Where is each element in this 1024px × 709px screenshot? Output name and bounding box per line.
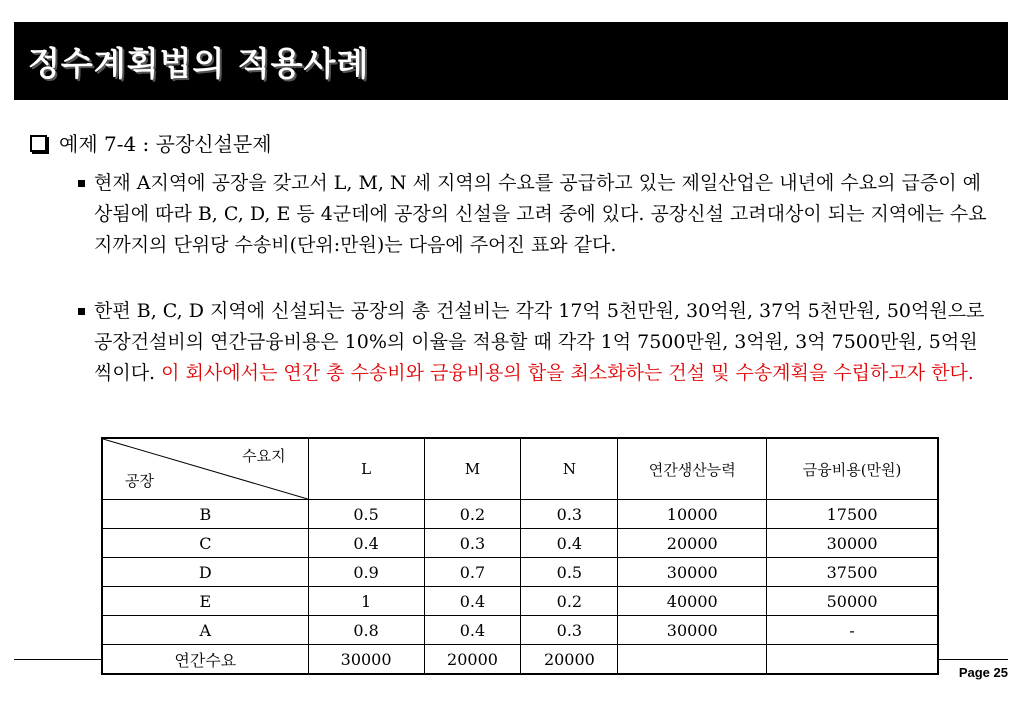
square-bullet-icon xyxy=(78,308,85,315)
header-cell: 연간생산능력 xyxy=(618,438,767,500)
table-cell: 30000 xyxy=(618,558,767,587)
table-cell: 0.2 xyxy=(521,587,618,616)
paragraph-2-text xyxy=(94,296,998,389)
paragraph-2-black-text: 한편 B, C, D 지역에 신설되는 공장의 총 건설비는 각각 17억 5천만원, 30억원, 37억 5천만원, 50억원으로 공장건설비의 연간금융비용은 10%의 이율을 적용할 때 각각 1억 7500만원, 3억원, 3억 7500만원, 5억원 씩이다. xyxy=(94,300,985,384)
paragraph-1 xyxy=(78,168,998,261)
table-cell: 20000 xyxy=(424,645,521,675)
table-row xyxy=(102,645,938,675)
square-bullet-icon xyxy=(78,180,85,187)
table-cell: 30000 xyxy=(767,529,938,558)
paragraph-1-text: 현재 A지역에 공장을 갖고서 L, M, N 세 지역의 수요를 공급하고 있는 제일산업은 내년에 수요의 급증이 예상됨에 따라 B, C, D, E 등 4군데에 공장의 신설을 고려 중에 있다. 공장신설 고려대상이 되는 지역에는 수요지까지의 단위당 수송비(단위:만원)는 다음에 주어진 표와 같다. xyxy=(94,172,987,256)
header-cell: 금융비용(만원) xyxy=(767,438,938,500)
table-row xyxy=(102,558,938,587)
table-cell: 17500 xyxy=(767,500,938,529)
table-cell: 20000 xyxy=(521,645,618,675)
table-cell: 30000 xyxy=(308,645,424,675)
table-cell: 0.4 xyxy=(424,587,521,616)
example-heading xyxy=(30,130,272,158)
table-cell: 연간수요 xyxy=(102,645,308,675)
table-row xyxy=(102,529,938,558)
table-cell: 20000 xyxy=(618,529,767,558)
table-cell: 50000 xyxy=(767,587,938,616)
table-cell: 1 xyxy=(308,587,424,616)
table-header-row xyxy=(102,438,938,500)
table-cell: 40000 xyxy=(618,587,767,616)
table-cell xyxy=(618,645,767,675)
table-cell: 0.5 xyxy=(521,558,618,587)
table-cell: 0.3 xyxy=(521,500,618,529)
table-cell: 0.4 xyxy=(521,529,618,558)
table-cell: 0.2 xyxy=(424,500,521,529)
table-cell: 10000 xyxy=(618,500,767,529)
table-cell: 0.9 xyxy=(308,558,424,587)
table-cell: 30000 xyxy=(618,616,767,645)
title-bar xyxy=(14,22,1008,100)
table-cell: - xyxy=(767,616,938,645)
table-cell: 0.5 xyxy=(308,500,424,529)
header-cell: L xyxy=(308,438,424,500)
paragraph-2-red-text: 이 회사에서는 연간 총 수송비와 금융비용의 합을 최소화하는 건설 및 수송계획을 수립하고자 한다. xyxy=(161,362,974,384)
table-cell: A xyxy=(102,616,308,645)
table-cell: 0.3 xyxy=(521,616,618,645)
table-cell: 37500 xyxy=(767,558,938,587)
table-cell: D xyxy=(102,558,308,587)
header-cell: M xyxy=(424,438,521,500)
table-cell: 0.3 xyxy=(424,529,521,558)
table-row xyxy=(102,500,938,529)
slide-title: 정수계획법의 적용사례 xyxy=(28,44,370,83)
table-cell: 0.8 xyxy=(308,616,424,645)
table-cell: 0.4 xyxy=(424,616,521,645)
example-heading-text: 예제 7-4 : 공장신설문제 xyxy=(59,132,272,156)
paragraph-2 xyxy=(78,296,998,389)
header-cell: N xyxy=(521,438,618,500)
table-corner-cell xyxy=(102,438,308,500)
page-number: Page 25 xyxy=(958,665,1008,680)
table-cell: C xyxy=(102,529,308,558)
table-cell: E xyxy=(102,587,308,616)
corner-demand-label: 수요지 xyxy=(242,447,286,465)
table-cell xyxy=(767,645,938,675)
corner-factory-label: 공장 xyxy=(125,472,154,490)
table-cell: 0.4 xyxy=(308,529,424,558)
checkbox-bullet-icon xyxy=(30,135,47,152)
table-row xyxy=(102,616,938,645)
transport-cost-table xyxy=(101,437,939,675)
table-cell: B xyxy=(102,500,308,529)
table-row xyxy=(102,587,938,616)
table-cell: 0.7 xyxy=(424,558,521,587)
